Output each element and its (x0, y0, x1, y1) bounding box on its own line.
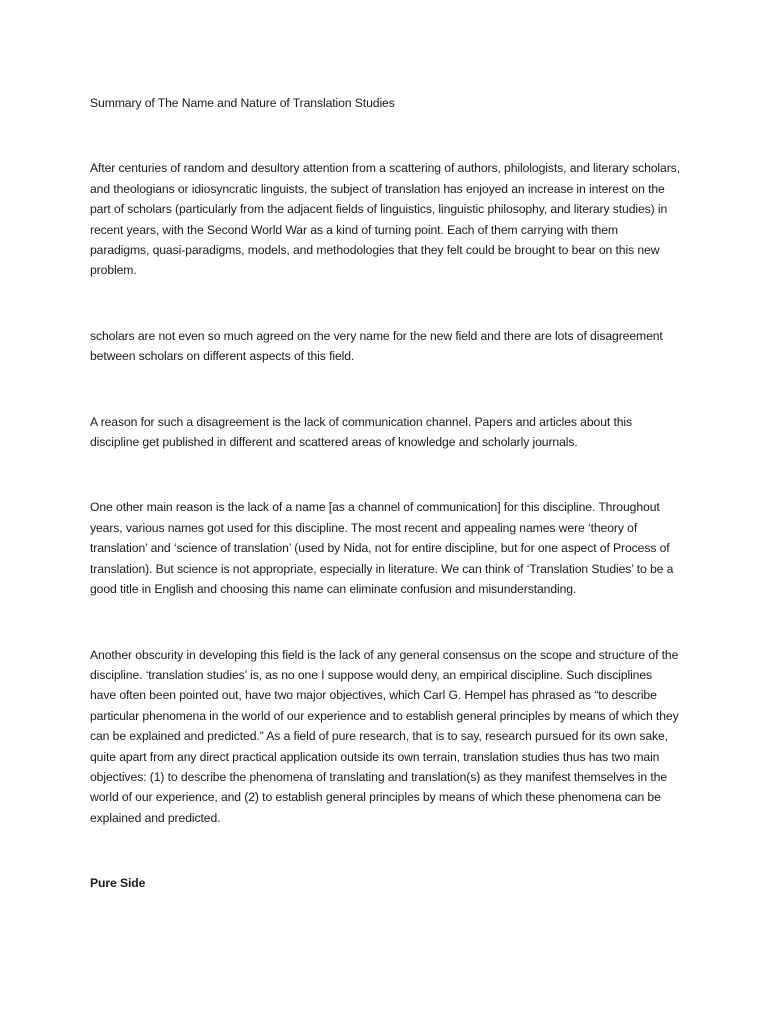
paragraph-communication-channel: A reason for such a disagreement is the lack of communication channel. Papers and articles about this discipline get published in different and scattered areas of knowledge and scholarly journals. (90, 414, 633, 450)
paragraph-name-of-discipline: One other main reason is the lack of a name [as a channel of communication] for this discipline. Throughout years, various names got used for this discipline. The most recent and appealing names were ‘theory of translation’ and ‘science of translation’ (used by Nida, not for entire discipline, but for one aspect of Process of translation). But science is not appropriate, especially in literature. We can think of ‘Translation Studies’ to be a good title in English and choosing this name can eliminate confusion and misunderstanding. (90, 500, 674, 597)
document-title: Summary of The Name and Nature of Translation Studies (90, 96, 395, 110)
paragraph-name-disagreement: scholars are not even so much agreed on the very name for the new field and there are lots of disagreement between scholars on different aspects of this field. (90, 328, 663, 364)
paragraph-scope-and-structure: Another obscurity in developing this field is the lack of any general consensus on the scope and structure of the discipline. ‘translation studies’ is, as no one I suppose would deny, an empirical discipline. Such disciplines have often been pointed out, have two major objectives, which Carl G. Hempel has phrased as “to describe particular phenomena in the world of our experience and to establish general principles by means of which they can be explained and predicted.” As a field of pure research, that is to say, research pursued for its own sake, quite apart from any direct practical application outside its own terrain, translation studies thus has two main objectives: (1) to describe the phenomena of translating and translation(s) as they manifest themselves in the world of our experience, and (2) to establish general principles by means of which these phenomena can be explained and predicted. (90, 647, 679, 825)
paragraph-intro: After centuries of random and desultory attention from a scattering of authors, philologists, and literary scholars, and theologians or idiosyncratic linguists, the subject of translation has enjoyed an increase in interest on the part of scholars (particularly from the adjacent fields of linguistics, linguistic philosophy, and literary studies) in recent years, with the Second World War as a kind of turning point. Each of them carrying with them paradigms, quasi-paradigms, models, and methodologies that they felt could be brought to bear on this new problem. (90, 161, 680, 278)
section-heading-pure-side: Pure Side (90, 876, 146, 891)
document-body (90, 93, 680, 894)
